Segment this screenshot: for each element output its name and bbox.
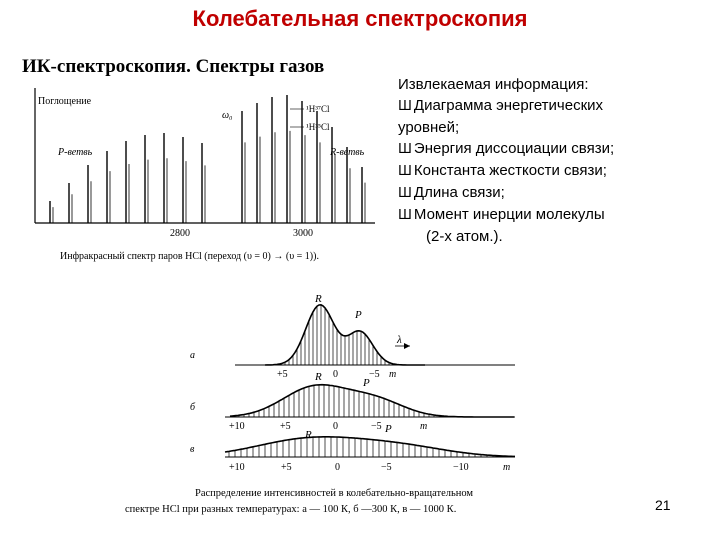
ir-spectrum-figure — [30, 88, 410, 268]
info-item-text: Константа жесткости связи; — [413, 162, 607, 179]
tick: m — [503, 462, 511, 473]
temperature-spectrum-figure — [125, 280, 625, 525]
tick: −10 — [453, 462, 469, 473]
info-item-text: Диаграмма энергетических — [413, 97, 604, 114]
info-item-continuation: (2-х атом.). — [426, 228, 503, 245]
isotope-label-2: ¹H³⁵Cl — [306, 122, 330, 132]
page-number: 21 — [655, 497, 671, 513]
info-list — [398, 74, 708, 247]
nu0-label: ω₀ — [222, 110, 233, 121]
intensity-lines — [225, 305, 515, 457]
tick: +10 — [229, 462, 245, 473]
info-item — [398, 204, 708, 226]
caption-line-1: Распределение интенсивностей в колебательно-вращательном — [195, 488, 474, 499]
tick: +5 — [277, 369, 288, 380]
info-item — [398, 182, 708, 204]
bullet-icon: Ш — [398, 99, 412, 114]
panel-label-b: б — [190, 402, 196, 413]
isotope-label-1: ¹H³⁷Cl — [306, 104, 330, 114]
p-label-a: P — [355, 309, 362, 321]
tick: 0 — [333, 369, 338, 380]
r-label-a: R — [315, 293, 322, 305]
intensity-envelope — [230, 385, 514, 417]
ir-caption: Инфракрасный спектр паров HCl (переход (υ = 0) → (υ = 1)). — [60, 251, 319, 262]
tick: m — [420, 421, 428, 432]
info-header: Извлекаемая информация: — [398, 76, 589, 93]
slide-title: Колебательная спектроскопия — [192, 6, 528, 31]
tick: m — [389, 369, 397, 380]
lambda-label: λ — [397, 334, 402, 346]
info-item-text: Момент инерции молекулы — [413, 206, 605, 223]
r-branch-label: R-ветвь — [330, 147, 365, 158]
tick: 0 — [335, 462, 340, 473]
r-label-c: R — [305, 429, 312, 441]
slide-subtitle: ИК-спектроскопия. Спектры газов — [22, 56, 325, 77]
y-axis-label: Поглощение — [38, 96, 92, 107]
info-item — [398, 138, 708, 160]
x-tick-2800: 2800 — [170, 228, 190, 239]
tick: −5 — [381, 462, 392, 473]
panel-label-c: в — [190, 444, 195, 455]
tick: −5 — [369, 369, 380, 380]
info-item — [398, 160, 708, 182]
info-item-text: Длина связи; — [413, 184, 505, 201]
p-branch-label: P-ветвь — [58, 147, 93, 158]
p-label-b: P — [363, 377, 370, 389]
x-tick-3000: 3000 — [293, 228, 313, 239]
bullet-icon: Ш — [398, 164, 412, 179]
spectral-lines — [50, 95, 365, 223]
info-item-text: Энергия диссоциации связи; — [413, 140, 615, 157]
bullet-icon: Ш — [398, 186, 412, 201]
tick: −5 — [371, 421, 382, 432]
p-label-c: P — [385, 423, 392, 435]
caption-line-2: спектре HCl при разных температурах: а — 100 К, б —300 К, в — 1000 К. — [125, 504, 457, 515]
tick: +5 — [280, 421, 291, 432]
tick: +5 — [281, 462, 292, 473]
tick: 0 — [333, 421, 338, 432]
info-item-continuation: уровней; — [398, 119, 460, 136]
bullet-icon: Ш — [398, 208, 412, 223]
intensity-envelope — [225, 437, 515, 457]
r-label-b: R — [315, 371, 322, 383]
bullet-icon: Ш — [398, 142, 412, 157]
tick: +10 — [229, 421, 245, 432]
panel-label-a: а — [190, 350, 195, 361]
info-item — [398, 95, 708, 117]
